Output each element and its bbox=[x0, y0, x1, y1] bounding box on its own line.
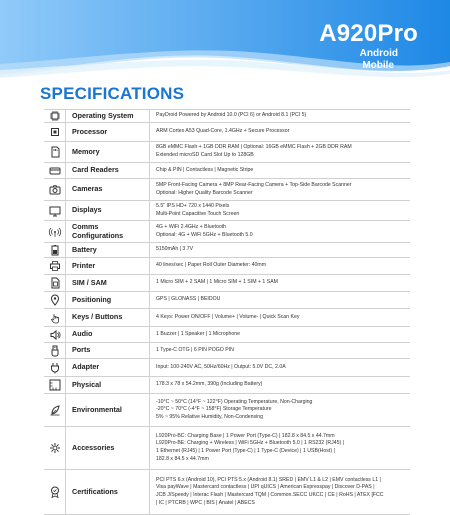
spec-label: Processor bbox=[66, 123, 150, 141]
spec-table bbox=[44, 109, 410, 515]
spec-value-line: Multi-Point Capacitive Touch Screen bbox=[156, 210, 240, 217]
processor-icon bbox=[44, 123, 66, 141]
page-title: SPECIFICATIONS bbox=[40, 84, 185, 103]
speaker-icon bbox=[44, 327, 66, 342]
spec-row bbox=[44, 179, 410, 201]
spec-label: Printer bbox=[66, 258, 150, 274]
spec-value bbox=[150, 201, 410, 220]
spec-value-line: Extended microSD Card Slot Up to 128GB bbox=[156, 152, 254, 158]
spec-value-line: Optional: Higher Quality Barcode Scanner bbox=[156, 189, 253, 196]
spec-value-line: PCI PTS 6.x (Android 10), PCI PTS 5.x (Android 8.1) SRED | EMV L1 & L2 | EMV contactless L1 | bbox=[156, 476, 381, 483]
spec-value-line: 1 Buzzer | 1 Speaker | 1 Microphone bbox=[156, 330, 241, 337]
spec-row bbox=[44, 123, 410, 142]
spec-row bbox=[44, 359, 410, 377]
display-icon bbox=[44, 201, 66, 220]
ruler-icon bbox=[44, 377, 66, 393]
product-model: A920Pro bbox=[319, 20, 418, 47]
wireless-icon bbox=[44, 221, 66, 242]
spec-value-line: 5MP Front-Facing Camera + 8MP Rear-Facing Camera + Top-Side Barcode Scanner bbox=[156, 181, 352, 188]
spec-label: Ports bbox=[66, 343, 150, 358]
spec-label: Cameras bbox=[66, 179, 150, 200]
spec-row bbox=[44, 221, 410, 243]
spec-label: Operating System bbox=[66, 110, 150, 122]
spec-row bbox=[44, 427, 410, 470]
spec-label: Memory bbox=[66, 142, 150, 162]
spec-value bbox=[150, 309, 410, 326]
spec-value-line: 1 Ethernet (RJ45) | 1 Power Port (Type-C) | 1 Type-C (Device) | 1 USB(Host) | bbox=[156, 448, 335, 454]
spec-row bbox=[44, 394, 410, 427]
spec-value bbox=[150, 359, 410, 376]
spec-label: Displays bbox=[66, 201, 150, 220]
spec-value-line: Chip & PIN | Contactless | Magnetic Stripe bbox=[156, 166, 254, 173]
spec-value-line: 5.5" IPS HD+ 720 x 1440 Pixels bbox=[156, 202, 230, 209]
spec-row bbox=[44, 275, 410, 292]
spec-value-line: 4 Keys: Power ON/OFF | Volume+ | Volume- | Quick Scan Key bbox=[156, 313, 300, 320]
spec-label: Card Readers bbox=[66, 163, 150, 178]
spec-row bbox=[44, 243, 410, 258]
spec-value bbox=[150, 243, 410, 257]
spec-row bbox=[44, 142, 410, 163]
spec-value-line: 5% ~ 95% Relative Humidity, Non-Condensing bbox=[156, 413, 264, 420]
spec-value bbox=[150, 343, 410, 358]
product-platform: Mobile bbox=[362, 60, 394, 71]
spec-row bbox=[44, 470, 410, 515]
power-plug-icon bbox=[44, 359, 66, 376]
spec-value-line: Input: 100-240V AC, 50Hz/60Hz | Output: 5.0V DC, 2.0A bbox=[156, 363, 286, 370]
spec-row bbox=[44, 109, 410, 123]
spec-value-line: L920Pro-BE: Charging + Wireless | WiFi 5GHz + Bluetooth 5.0 | 1 RS232 (RJ45) | bbox=[156, 440, 344, 447]
spec-label: Adapter bbox=[66, 359, 150, 376]
printer-icon bbox=[44, 258, 66, 274]
spec-value-line: Optional: 4G + WiFi 5GHz + Bluetooth 5.0 bbox=[156, 231, 253, 238]
spec-label: Audio bbox=[66, 327, 150, 342]
spec-value bbox=[150, 275, 410, 291]
spec-value bbox=[150, 377, 410, 393]
spec-value bbox=[150, 221, 410, 242]
spec-value-line: JCB J/Speedy | Interac Flash | Mastercard TQM | Common.SECC UKCC | CE | RoHS | ATEX [FCC bbox=[156, 492, 384, 498]
usb-port-icon bbox=[44, 343, 66, 358]
spec-label: Battery bbox=[66, 243, 150, 257]
spec-value-line: 182.8 x 84.5 x 44.7mm bbox=[156, 455, 209, 462]
spec-value-line: 4G + WiFi 2.4GHz + Bluetooth bbox=[156, 223, 227, 230]
accessories-gear-icon bbox=[44, 427, 66, 469]
spec-value bbox=[150, 427, 410, 469]
spec-label: Certifications bbox=[66, 470, 150, 514]
spec-value bbox=[150, 327, 410, 342]
spec-row bbox=[44, 258, 410, 275]
spec-label: Keys / Buttons bbox=[66, 309, 150, 326]
camera-icon bbox=[44, 179, 66, 200]
spec-value-line: 1 Micro SIM + 2 SAM | 1 Micro SIM + 1 SIM + 1 SAM bbox=[156, 279, 278, 286]
spec-value bbox=[150, 142, 410, 162]
spec-value bbox=[150, 470, 410, 514]
location-pin-icon bbox=[44, 292, 66, 308]
spec-value-line: GPS | GLONASS | BEIDOU bbox=[156, 296, 221, 303]
spec-label: Environmental bbox=[66, 394, 150, 426]
spec-value bbox=[150, 292, 410, 308]
spec-row bbox=[44, 163, 410, 179]
spec-label: Physical bbox=[66, 377, 150, 393]
spec-value bbox=[150, 163, 410, 178]
hand-press-icon bbox=[44, 309, 66, 326]
spec-value-line: Visa payWave | Mastercard contactless | UPI qUICS | American Expresspay | Discover D-PAS | bbox=[156, 484, 375, 491]
spec-value bbox=[150, 394, 410, 426]
spec-value-line: L920Pro-BC: Charging Base | 1 Power Port (Type-C) | 182.8 x 84.5 x 44.7mm bbox=[156, 432, 335, 439]
spec-label: Positioning bbox=[66, 292, 150, 308]
memory-card-icon bbox=[44, 142, 66, 162]
spec-value-line: PayDroid Powered by Android 10.0 (PCI 6) or Android 8.1 (PCI 5) bbox=[156, 112, 307, 119]
spec-value-line: 178.3 x 78 x 54.2mm, 390g (Including Battery) bbox=[156, 381, 263, 388]
spec-value bbox=[150, 110, 410, 122]
spec-value-line: -20°C ~ 70°C (-4°F ~ 158°F) Storage Temperature bbox=[156, 406, 272, 413]
spec-label: SIM / SAM bbox=[66, 275, 150, 291]
sim-card-icon bbox=[44, 275, 66, 291]
spec-row bbox=[44, 201, 410, 221]
spec-value-line: | IC | PTCRB | WPC | BIS | Anatel | ABECS bbox=[156, 499, 255, 506]
spec-label: Accessories bbox=[66, 427, 150, 469]
spec-value-line: -10°C ~ 50°C (14°F ~ 122°F) Operating Temperature, Non-Charging bbox=[156, 398, 313, 405]
spec-label: Comms Configurations bbox=[66, 221, 150, 242]
cpu-chip-icon bbox=[44, 110, 66, 122]
spec-value-line: ARM Cortex A53 Quad-Core, 1.4GHz + Secure Processor bbox=[156, 128, 290, 135]
product-os: Android bbox=[359, 48, 398, 59]
spec-value bbox=[150, 123, 410, 141]
spec-row bbox=[44, 309, 410, 327]
spec-value-line: 40 lines/sec | Paper Roll Outer Diameter: 40mm bbox=[156, 262, 267, 269]
spec-row bbox=[44, 292, 410, 309]
spec-value bbox=[150, 258, 410, 274]
spec-row bbox=[44, 327, 410, 343]
environment-icon bbox=[44, 394, 66, 426]
spec-row bbox=[44, 343, 410, 359]
certification-badge-icon bbox=[44, 470, 66, 514]
spec-value-line: 1 Type-C OTG | 6 PIN POGO PIN bbox=[156, 346, 234, 353]
header-banner bbox=[0, 0, 450, 80]
battery-icon bbox=[44, 243, 66, 257]
spec-value-line: 8GB eMMC Flash + 1GB DDR RAM | Optional: 16GB eMMC Flash + 2GB DDR RAM bbox=[156, 144, 352, 151]
spec-row bbox=[44, 377, 410, 394]
spec-value-line: 5150mAh | 3.7V bbox=[156, 246, 194, 253]
card-reader-icon bbox=[44, 163, 66, 178]
spec-value bbox=[150, 179, 410, 200]
